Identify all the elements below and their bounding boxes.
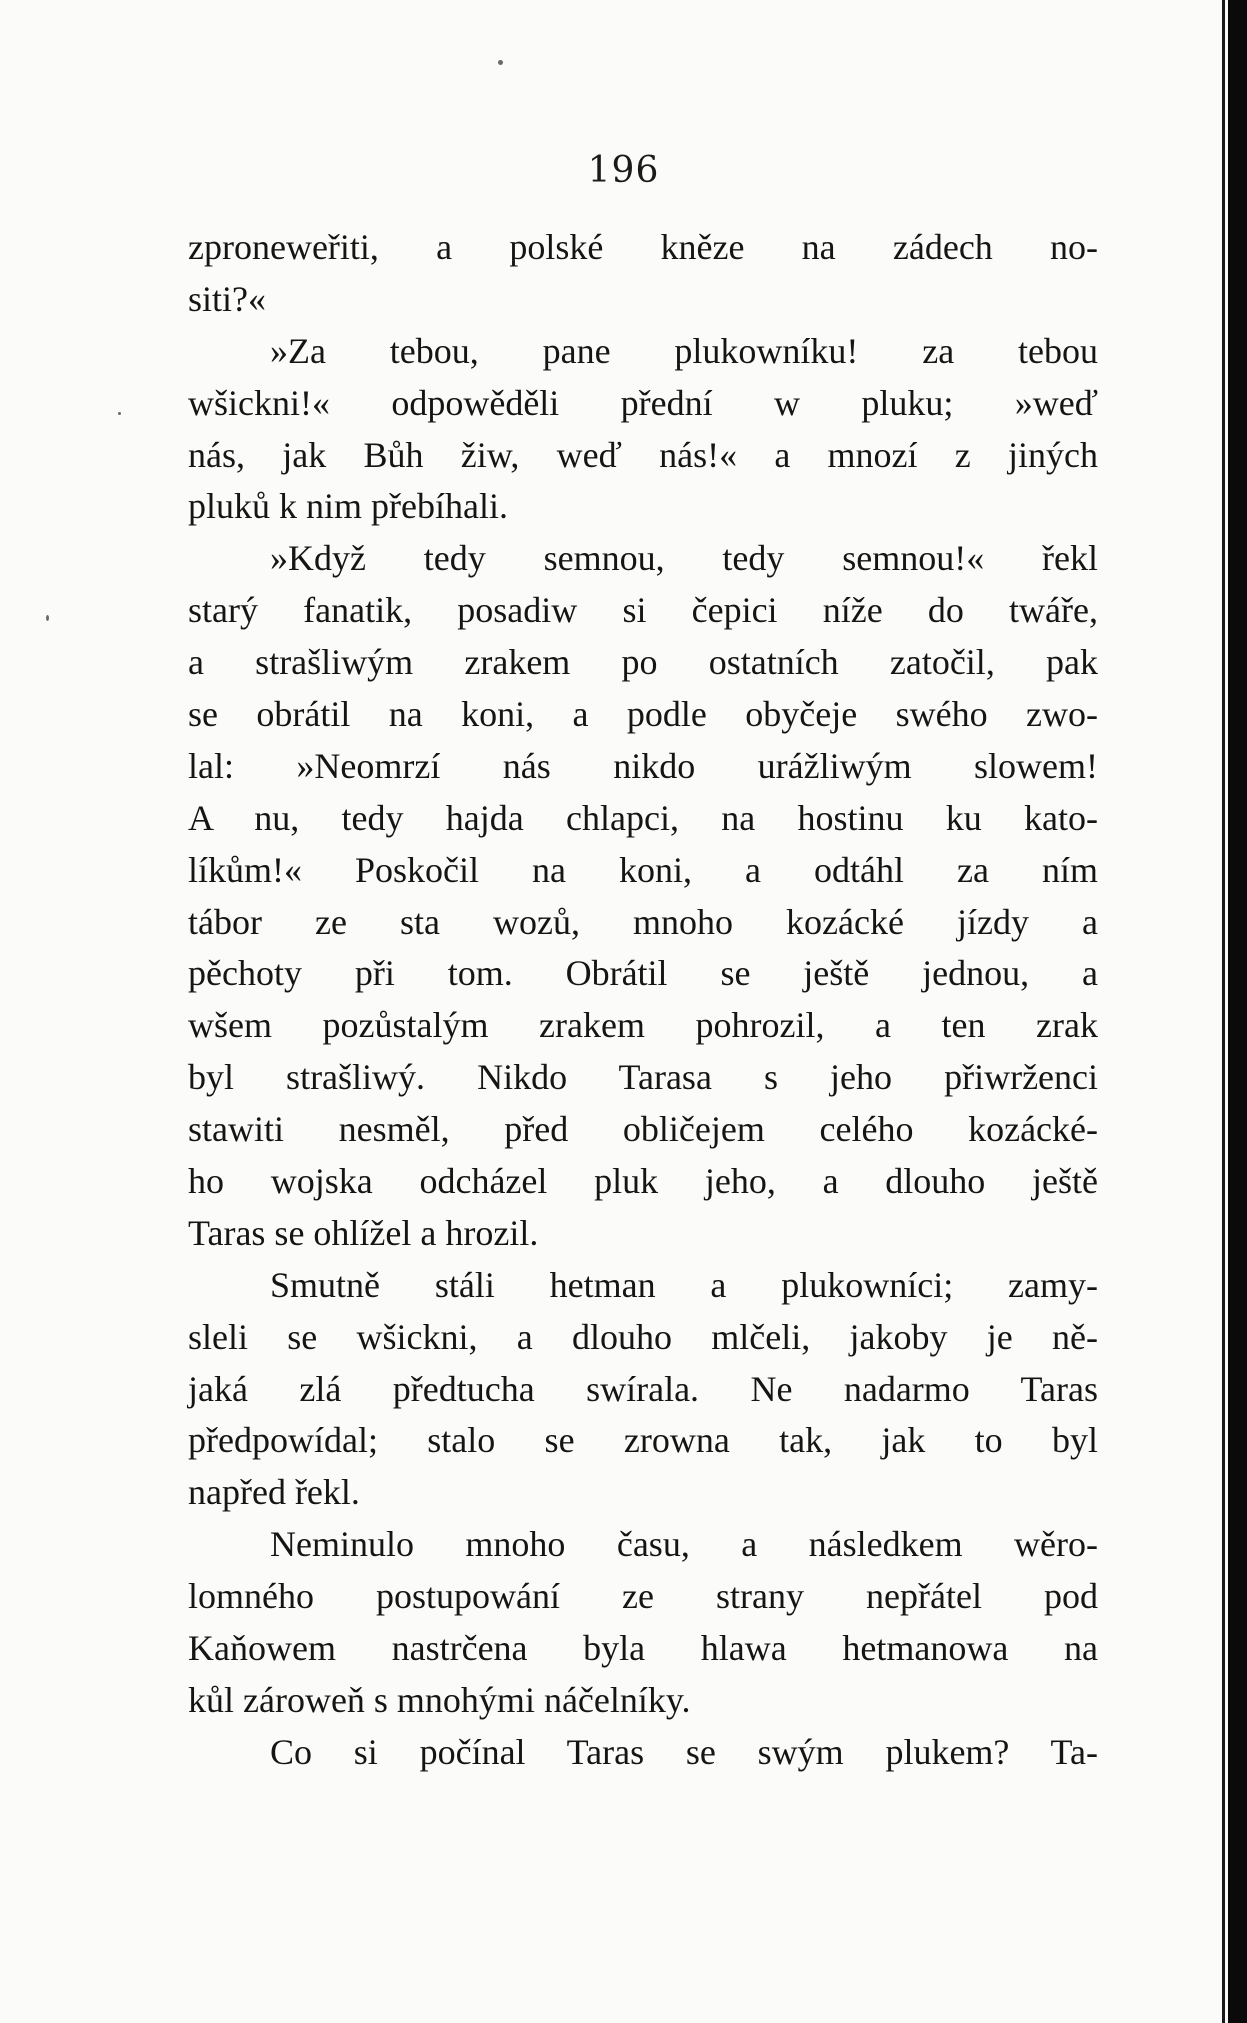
- text-line: napřed řekl.: [188, 1472, 360, 1513]
- text-line: Smutně stáli hetman a plukowníci; zamy-: [270, 1264, 1098, 1305]
- text-line: kůl zároweň s mnohými náčelníky.: [188, 1679, 691, 1720]
- text-line: líkům!« Poskočil na koni, a odtáhl za ním: [188, 849, 1098, 890]
- text-line: starý fanatik, posadiw si čepici níže do twáře,: [188, 590, 1098, 631]
- text-line: Neminulo mnoho času, a následkem wěro-: [270, 1524, 1098, 1565]
- page-number: 196: [587, 150, 660, 191]
- text-line: jaká zlá předtucha swírala. Ne nadarmo Taras: [188, 1368, 1098, 1409]
- text-line: »Když tedy semnou, tedy semnou!« řekl: [270, 538, 1098, 579]
- text-line: předpowídal; stalo se zrowna tak, jak to byl: [188, 1420, 1098, 1461]
- text-line: Co si počínal Taras se swým plukem? Ta-: [270, 1731, 1098, 1772]
- text-line: ho wojska odcházel pluk jeho, a dlouho ještě: [188, 1161, 1098, 1202]
- text-line: se obrátil na koni, a podle obyčeje swého zwo-: [188, 694, 1098, 735]
- text-line: zproneweřiti, a polské kněze na zádech no-: [188, 227, 1098, 267]
- text-line: »Za tebou, pane plukowníku! za tebou: [270, 330, 1098, 371]
- text-line: Taras se ohlížel a hrozil.: [188, 1212, 539, 1253]
- text-line: Kaňowem nastrčena byla hlawa hetmanowa na: [188, 1628, 1098, 1669]
- text-line: lomného postupowání ze strany nepřátel pod: [188, 1576, 1098, 1617]
- text-line: nás, jak Bůh žiw, weď nás!« a mnozí z jiných: [188, 434, 1098, 475]
- paper-speck: [46, 615, 49, 621]
- text-line: a strašliwým zrakem po ostatních zatočil, pak: [188, 642, 1098, 683]
- text-line: lal: »Neomrzí nás nikdo urážliwým slowem!: [188, 745, 1098, 786]
- text-line: wšem pozůstalým zrakem pohrozil, a ten zrak: [188, 1005, 1098, 1046]
- scan-border: [1228, 0, 1247, 2023]
- page-edge: [1222, 0, 1225, 2023]
- text-line: A nu, tedy hajda chlapci, na hostinu ku kato-: [188, 797, 1098, 838]
- body-text: [188, 222, 1098, 1779]
- text-line: pěchoty při tom. Obrátil se ještě jednou, a: [188, 953, 1098, 994]
- paper-speck: [118, 412, 121, 415]
- text-line: tábor ze sta wozů, mnoho kozácké jízdy a: [188, 901, 1098, 942]
- text-line: wšickni!« odpowěděli přední w pluku; »weď: [188, 382, 1098, 423]
- text-line: byl strašliwý. Nikdo Tarasa s jeho přiwrženci: [188, 1057, 1098, 1098]
- text-line: sleli se wšickni, a dlouho mlčeli, jakoby je ně-: [188, 1316, 1098, 1357]
- text-line: pluků k nim přebíhali.: [188, 486, 508, 527]
- text-line: stawiti nesměl, před obličejem celého kozácké-: [188, 1109, 1098, 1150]
- paper-speck: [498, 60, 503, 65]
- text-line: siti?«: [188, 278, 266, 319]
